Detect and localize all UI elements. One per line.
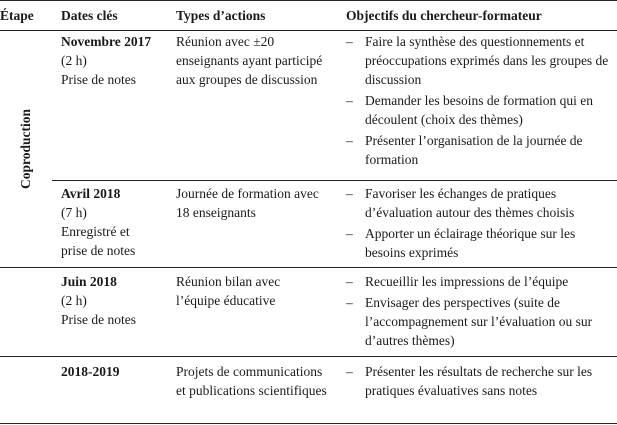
row-3-objectifs — [346, 272, 614, 352]
objectif-text: Favoriser les échanges de pratiques d’évaluation autour des thèmes choisis — [365, 186, 575, 220]
row-1-duree: (2 h) — [61, 53, 87, 68]
row-3-action: Réunion bilan avec l’équipe éducative — [176, 274, 281, 308]
header-rule — [0, 30, 617, 31]
row-2-date: Avril 2018 — [61, 186, 121, 201]
objectif-item: – Faire la synthèse des questionnements et préoccupations exprimés dans les groupes de discussion — [346, 34, 609, 87]
row-3-duree: (2 h) — [61, 293, 87, 308]
row-rule-2 — [0, 267, 617, 268]
header-etape: Étape — [0, 8, 34, 23]
objectif-text: Recueillir les impressions de l’équipe — [365, 274, 569, 289]
top-rule — [0, 0, 617, 1]
objectif-item: – Demander les besoins de formation qui en découlent (choix des thèmes) — [346, 93, 593, 127]
row-4-dates — [61, 362, 171, 381]
row-3-date: Juin 2018 — [61, 274, 117, 289]
bottom-rule — [0, 423, 617, 424]
objectif-text: Présenter les résultats de recherche sur les pratiques évaluatives sans notes — [365, 364, 593, 398]
row-4-objectifs — [346, 362, 614, 402]
header-objectifs: Objectifs du chercheur-formateur — [346, 8, 542, 23]
row-4-action: Projets de communications et publications scientifiques — [176, 364, 327, 398]
row-2-notes: Enregistré et prise de notes — [61, 224, 136, 258]
row-1-action: Réunion avec ±20 enseignants ayant participé aux groupes de discussion — [176, 34, 323, 87]
row-2-action: Journée de formation avec 18 enseignants — [176, 186, 319, 220]
row-1-objectifs — [346, 32, 614, 171]
row-2-objectifs — [346, 184, 614, 264]
row-1-dates — [61, 32, 171, 89]
row-2-dates — [61, 184, 156, 260]
objectif-item: – Favoriser les échanges de pratiques d’évaluation autour des thèmes choisis — [346, 186, 575, 220]
objectif-item: – Envisager des perspectives (suite de l’accompagnement sur l’évaluation ou sur d’autres thèmes) — [346, 295, 593, 348]
objectif-text: Demander les besoins de formation qui en découlent (choix des thèmes) — [365, 93, 593, 127]
header-dates: Dates clés — [61, 8, 118, 23]
objectif-text: Faire la synthèse des questionnements et préoccupations exprimés dans les groupes de discussion — [365, 34, 609, 87]
row-rule-1 — [52, 180, 617, 181]
row-4-date: 2018-2019 — [61, 364, 120, 379]
etape-coproduction-label — [0, 33, 52, 265]
objectif-text: Apporter un éclairage théorique sur les besoins exprimés — [365, 226, 576, 260]
objectif-item: – Présenter l’organisation de la journée de formation — [346, 133, 583, 167]
row-1-date: Novembre 2017 — [61, 34, 152, 49]
objectif-item: – Présenter les résultats de recherche sur les pratiques évaluatives sans notes — [346, 364, 593, 398]
header-types: Types d’actions — [176, 8, 266, 23]
row-3-notes: Prise de notes — [61, 312, 136, 327]
etape-coproduction-text: Coproduction — [18, 108, 33, 190]
objectif-item: – Recueillir les impressions de l’équipe — [346, 274, 569, 289]
objectif-item: – Apporter un éclairage théorique sur les besoins exprimés — [346, 226, 576, 260]
row-1-notes: Prise de notes — [61, 72, 136, 87]
objectif-text: Envisager des perspectives (suite de l’accompagnement sur l’évaluation ou sur d’autres thèmes) — [365, 295, 593, 348]
row-2-duree: (7 h) — [61, 205, 87, 220]
objectif-text: Présenter l’organisation de la journée de formation — [365, 133, 583, 167]
row-rule-3 — [0, 356, 617, 357]
row-3-dates — [61, 272, 171, 329]
